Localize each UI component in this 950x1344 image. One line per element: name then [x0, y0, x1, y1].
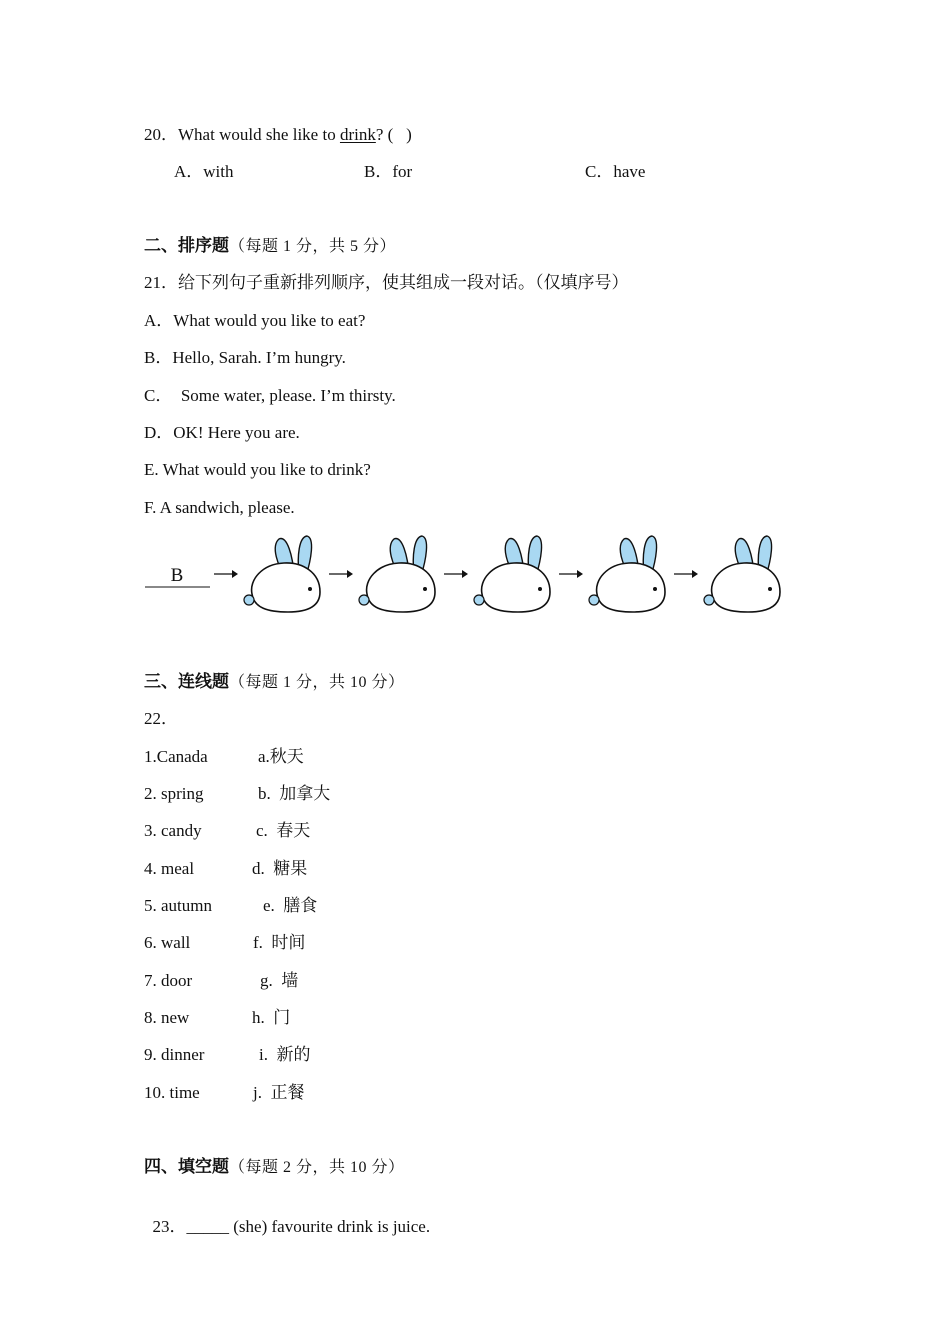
q20-option-a[interactable]: A．with	[174, 162, 234, 181]
q21-sentence-b: B．Hello, Sarah. I’m hungry.	[144, 348, 346, 367]
rabbit-sequence	[142, 532, 782, 616]
rabbit-icon[interactable]	[474, 536, 550, 612]
section2-scoring: （每题 1 分，共 5 分）	[229, 238, 397, 255]
rabbit-eye	[768, 587, 772, 591]
arrow-head-icon	[347, 570, 353, 578]
arrow-head-icon	[462, 570, 468, 578]
section4-title: 四、填空题	[144, 1157, 229, 1176]
q21-sentence-f: F. A sandwich, please.	[144, 498, 295, 517]
rabbit-tail	[704, 595, 714, 605]
match-left-5[interactable]: 5. autumn	[144, 896, 212, 915]
rabbit-tail	[589, 595, 599, 605]
match-left-6[interactable]: 6. wall	[144, 933, 191, 952]
match-left-8[interactable]: 8. new	[144, 1008, 190, 1027]
rabbit-eye	[308, 587, 312, 591]
match-right-g[interactable]: g. 墙	[260, 971, 299, 990]
q20-answer-blank[interactable]	[393, 125, 406, 144]
match-right-e[interactable]: e. 膳食	[263, 896, 318, 915]
match-right-i[interactable]: i. 新的	[259, 1045, 311, 1064]
rabbit-icon[interactable]	[704, 536, 780, 612]
q21-sentence-a: A．What would you like to eat?	[144, 311, 366, 330]
match-right-c[interactable]: c. 春天	[256, 821, 311, 840]
arrow-head-icon	[232, 570, 238, 578]
q22-number: 22．	[144, 709, 178, 728]
match-left-7[interactable]: 7. door	[144, 971, 193, 990]
match-left-1[interactable]: 1.Canada	[144, 747, 208, 766]
rabbit-tail	[244, 595, 254, 605]
rabbit-tail	[359, 595, 369, 605]
section3-heading	[144, 671, 405, 694]
match-left-3[interactable]: 3. candy	[144, 821, 202, 840]
q20-option-c[interactable]: C．have	[585, 162, 646, 181]
rabbit-eye	[423, 587, 427, 591]
first-answer-letter: B	[170, 565, 184, 586]
q20-stem-underlined: drink	[339, 125, 376, 144]
q20-stem-after: ? (	[375, 125, 394, 144]
q21-sentence-e: E. What would you like to drink?	[144, 460, 371, 479]
match-right-f[interactable]: f. 时间	[253, 933, 306, 952]
section4-heading	[144, 1156, 405, 1179]
q20-number: 20．	[144, 125, 178, 144]
section3-scoring: （每题 1 分，共 10 分）	[229, 674, 405, 691]
q23-blank[interactable]: _____	[186, 1217, 229, 1236]
rabbit-icon[interactable]	[589, 536, 665, 612]
match-right-a[interactable]: a.秋天	[258, 747, 304, 766]
rabbit-icon[interactable]	[359, 536, 435, 612]
section2-title: 二、排序题	[144, 236, 229, 255]
match-right-h[interactable]: h. 门	[252, 1008, 291, 1027]
section3-title: 三、连线题	[144, 672, 229, 691]
arrow-head-icon	[577, 570, 583, 578]
rabbit-tail	[474, 595, 484, 605]
section4-scoring: （每题 2 分，共 10 分）	[229, 1159, 405, 1176]
q23-line	[144, 1194, 430, 1238]
q20-stem-before: What would she like to	[178, 125, 340, 144]
match-left-9[interactable]: 9. dinner	[144, 1045, 205, 1064]
match-right-j[interactable]: j. 正餐	[253, 1083, 305, 1102]
rabbit-icon[interactable]	[244, 536, 320, 612]
q20-option-b[interactable]: B．for	[364, 162, 413, 181]
q23-number: 23．	[152, 1217, 187, 1236]
match-left-2[interactable]: 2. spring	[144, 784, 204, 803]
rabbit-eye	[653, 587, 657, 591]
match-left-10[interactable]: 10. time	[144, 1083, 200, 1102]
q20-stem	[144, 124, 412, 146]
q23-text: (she) favourite drink is juice.	[229, 1217, 431, 1236]
match-right-b[interactable]: b. 加拿大	[258, 784, 331, 803]
match-left-4[interactable]: 4. meal	[144, 859, 195, 878]
rabbit-eye	[538, 587, 542, 591]
q21-sentence-d: D．OK! Here you are.	[144, 423, 300, 442]
match-right-d[interactable]: d. 糖果	[252, 859, 308, 878]
q21-sentence-c: C． Some water, please. I’m thirsty.	[144, 386, 396, 405]
section2-heading	[144, 235, 396, 258]
arrow-head-icon	[692, 570, 698, 578]
q21-instruction: 21．给下列句子重新排列顺序，使其组成一段对话。（仅填序号）	[144, 273, 629, 292]
q20-stem-close: )	[406, 125, 412, 144]
